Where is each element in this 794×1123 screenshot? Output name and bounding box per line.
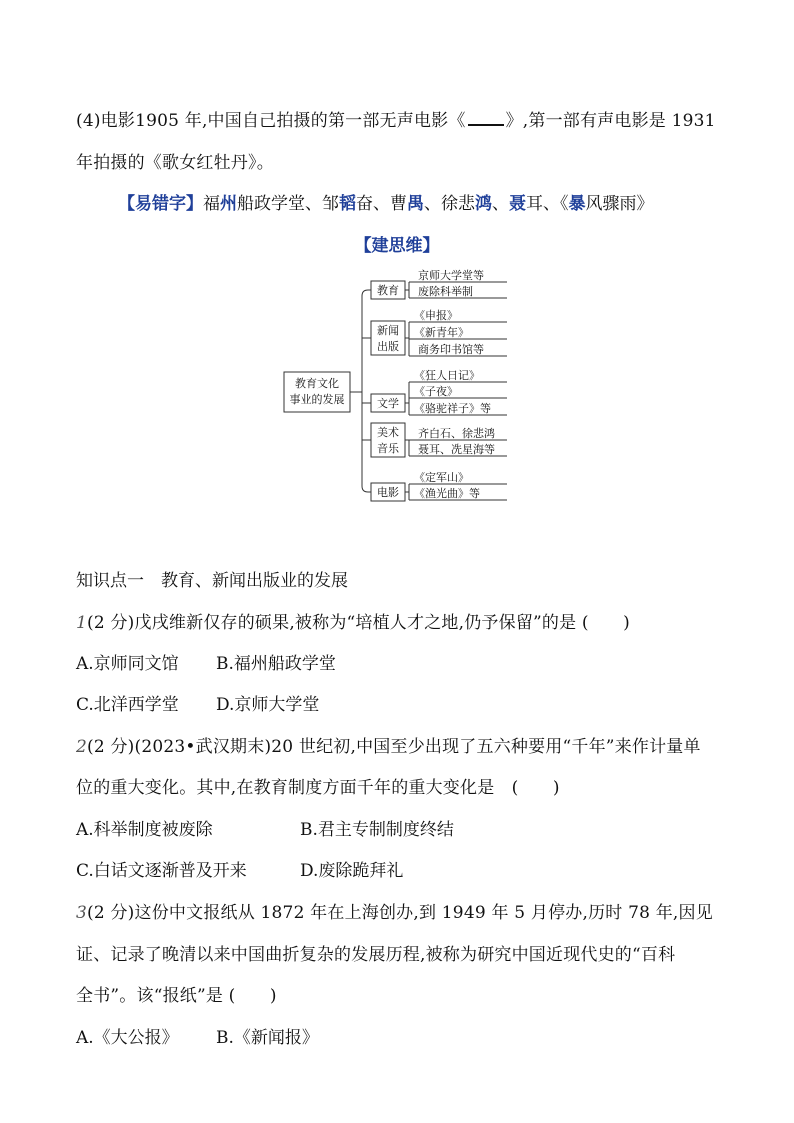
branch-label: 美术 [377, 426, 399, 439]
branch-item: 《子夜》 [414, 385, 458, 398]
option-b[interactable]: B.福州船政学堂 [216, 654, 336, 674]
mindmap-title: 【建思维】 [354, 236, 440, 256]
option-d[interactable]: D.京师大学堂 [216, 695, 320, 715]
branch-item: 《定军山》 [414, 471, 469, 484]
question-number: 2 [76, 737, 88, 757]
branch-label: 文学 [377, 397, 399, 410]
option-b[interactable]: B.君主专制制度终结 [300, 820, 454, 840]
q4-line-2: 年拍摄的《歌女红牡丹》。 [76, 153, 274, 173]
option-c[interactable]: C.北洋西学堂 [76, 695, 179, 715]
branch-label: 音乐 [377, 442, 399, 455]
question-2-stem-line-2: 位的重大变化。其中,在教育制度方面千年的重大变化是 ( ) [76, 778, 560, 798]
error-prone-label: 【易错字】 [118, 194, 203, 214]
question-2-stem-line-1: 2(2 分)(2023•武汉期末)20 世纪初,中国至少出现了五六种要用“千年”来作计量单 [76, 737, 701, 757]
option-d[interactable]: D.废除跪拜礼 [300, 861, 404, 881]
branch-item: 聂耳、冼星海等 [418, 443, 495, 456]
option-a[interactable]: A.《大公报》 [76, 1028, 179, 1048]
branch-item: 《渔光曲》等 [414, 487, 480, 500]
branch-item: 商务印书馆等 [418, 343, 484, 356]
branch-item: 《骆驼祥子》等 [414, 402, 491, 415]
error-prone-characters: 【易错字】福州船政学堂、邹韬奋、曹禺、徐悲鸿、聂耳、《暴风骤雨》 [118, 194, 654, 214]
branch-item: 废除科举制 [418, 285, 473, 298]
root-label-line1: 教育文化 [295, 377, 339, 390]
branch-item: 《狂人日记》 [414, 369, 480, 382]
branch-item: 齐白石、徐悲鸿 [418, 427, 495, 440]
branch-label: 新闻 [377, 324, 399, 337]
branch-item: 《申报》 [414, 309, 458, 322]
branch-label: 出版 [377, 340, 399, 353]
branch-item: 《新青年》 [414, 326, 469, 339]
knowledge-point-heading: 知识点一 教育、新闻出版业的发展 [76, 571, 348, 591]
question-1-stem: 1(2 分)戊戌维新仅存的硕果,被称为“培植人才之地,仍予保留”的是 ( ) [76, 613, 630, 633]
option-c[interactable]: C.白话文逐渐普及开来 [76, 861, 247, 881]
question-3-stem-line-3: 全书”。该“报纸”是 ( ) [76, 986, 277, 1006]
mindmap-diagram [0, 0, 794, 520]
option-a[interactable]: A.京师同文馆 [76, 654, 179, 674]
question-number: 1 [76, 613, 88, 633]
q4-line-1: (4)电影1905 年,中国自己拍摄的第一部无声电影《 》,第一部有声电影是 1931 [76, 111, 716, 131]
question-3-stem-line-1: 3(2 分)这份中文报纸从 1872 年在上海创办,到 1949 年 5 月停办,历时 78 年,因见 [76, 903, 713, 923]
branch-label: 教育 [377, 284, 399, 297]
branch-item: 京师大学堂等 [418, 269, 484, 282]
option-a[interactable]: A.科举制度被废除 [76, 820, 213, 840]
question-number: 3 [76, 903, 88, 923]
branch-label: 电影 [377, 486, 399, 499]
root-label-line2: 事业的发展 [289, 393, 345, 406]
option-b[interactable]: B.《新闻报》 [216, 1028, 319, 1048]
question-3-stem-line-2: 证、记录了晚清以来中国曲折复杂的发展历程,被称为研究中国近现代史的“百科 [76, 945, 676, 965]
